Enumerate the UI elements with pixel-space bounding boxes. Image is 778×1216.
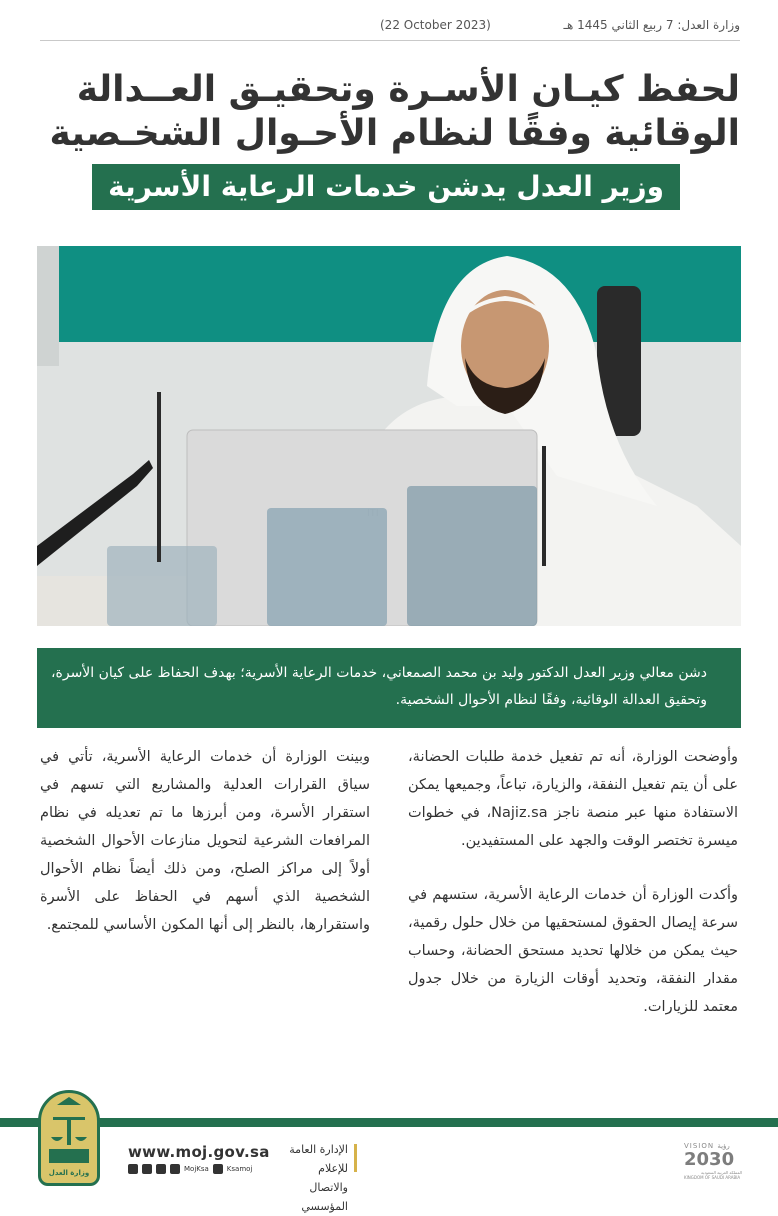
dateline <box>40 14 740 36</box>
news-photo <box>37 246 741 626</box>
body-paragraph: وبينت الوزارة أن خدمات الرعاية الأسرية، تأتي في سياق القرارات العدلية والمشاريع التي تسهم في استقرار الأسرة، ومن أبرزها ما تم تعديله في نظام المرافعات الشرعية لتحويل منازعات الأحوال الشخصية أولاً إلى مراكز الصلح، ومن ذلك أيضاً نظام الأحوال الشخصية الذي أسهم في الحفاظ على الأسرة واستقرارها، بالنظر إلى أنها المكون الأساسي للمجتمع. <box>40 749 370 933</box>
social-handle: Ksamoj <box>226 1165 253 1173</box>
vision-2030-logo <box>684 1142 742 1184</box>
headline-line-1: لحفظ كيـان الأسـرة وتحقيـق العــدالة <box>76 69 740 110</box>
lead-paragraph-box <box>37 648 741 728</box>
dateline-arabic: وزارة العدل: 7 ربيع الثاني 1445 هـ <box>563 18 740 32</box>
department-line-2: والاتصال المؤسسي <box>301 1181 348 1213</box>
vision-year: 2030 <box>684 1149 735 1170</box>
emblem-text: وزارة العدل <box>48 1169 90 1177</box>
website-link[interactable]: www.moj.gov.sa <box>128 1143 270 1161</box>
vision-label-arabic: رؤية <box>717 1142 730 1150</box>
vision-kingdom-english: KINGDOM OF SAUDI ARABIA <box>684 1175 741 1180</box>
department-name <box>268 1140 348 1216</box>
lead-paragraph: دشن معالي وزير العدل الدكتور وليد بن محمد الصمعاني، خدمات الرعاية الأسرية؛ بهدف الحفاظ على كيان الأسرة، وتحقيق العدالة الوقائية، وفقًا لنظام الأحوال الشخصية. <box>51 665 707 708</box>
wall-left <box>37 246 59 366</box>
department-accent-bar <box>354 1144 357 1172</box>
body-column-left <box>40 743 370 965</box>
instagram-icon[interactable] <box>142 1164 152 1174</box>
snapchat-icon[interactable] <box>156 1164 166 1174</box>
emblem-icon <box>41 1093 97 1183</box>
monitor-front-2 <box>407 486 537 626</box>
dateline-divider <box>40 40 740 41</box>
microphone-stem-1 <box>157 392 161 562</box>
twitter-icon[interactable] <box>128 1164 138 1174</box>
subheadline-bar <box>92 164 680 210</box>
social-links <box>128 1164 252 1174</box>
vision-label: VISION <box>684 1142 715 1150</box>
ministry-emblem-logo <box>38 1090 100 1186</box>
headline-line-2: الوقائية وفقًا لنظام الأحـوال الشخـصية <box>49 113 740 154</box>
headline <box>40 68 740 156</box>
dateline-english: (22 October 2023) <box>380 18 491 32</box>
body-paragraph: وأكدت الوزارة أن خدمات الرعاية الأسرية، ستسهم في سرعة إيصال الحقوق لمستحقيها من خلال حلول رقمية، حيث يمكن من خلالها تحديد مستحق الحضانة، وحساب مقدار النفقة، وتحديد أوقات الزيارة من خلال جدول معتمد للزيارات. <box>408 887 738 1015</box>
body-paragraph: وأوضحت الوزارة، أنه تم تفعيل خدمة طلبات الحضانة، على أن يتم تفعيل النفقة، والزيارة، تباعاً، وجميعها يمكن الاستفادة منها عبر منصة ناجز Najiz.sa، في خطوات ميسرة تختصر الوقت والجهد على المستفيدين. <box>408 749 738 849</box>
minister-photo-illustration <box>37 246 741 626</box>
monitor-front-3 <box>107 546 217 626</box>
footer-divider <box>0 1118 778 1127</box>
social-handle: MojKsa <box>184 1165 209 1173</box>
department-line-1: الإدارة العامة للإعلام <box>289 1143 348 1175</box>
vision-kingdom-arabic: المملكة العربية السعودية <box>700 1170 742 1175</box>
youtube-icon[interactable] <box>213 1164 223 1174</box>
monitor-front-1 <box>267 508 387 626</box>
subheadline: وزير العدل يدشن خدمات الرعاية الأسرية <box>108 170 664 203</box>
microphone-stem-2 <box>542 446 546 566</box>
body-column-right <box>408 743 738 1047</box>
linkedin-icon[interactable] <box>170 1164 180 1174</box>
